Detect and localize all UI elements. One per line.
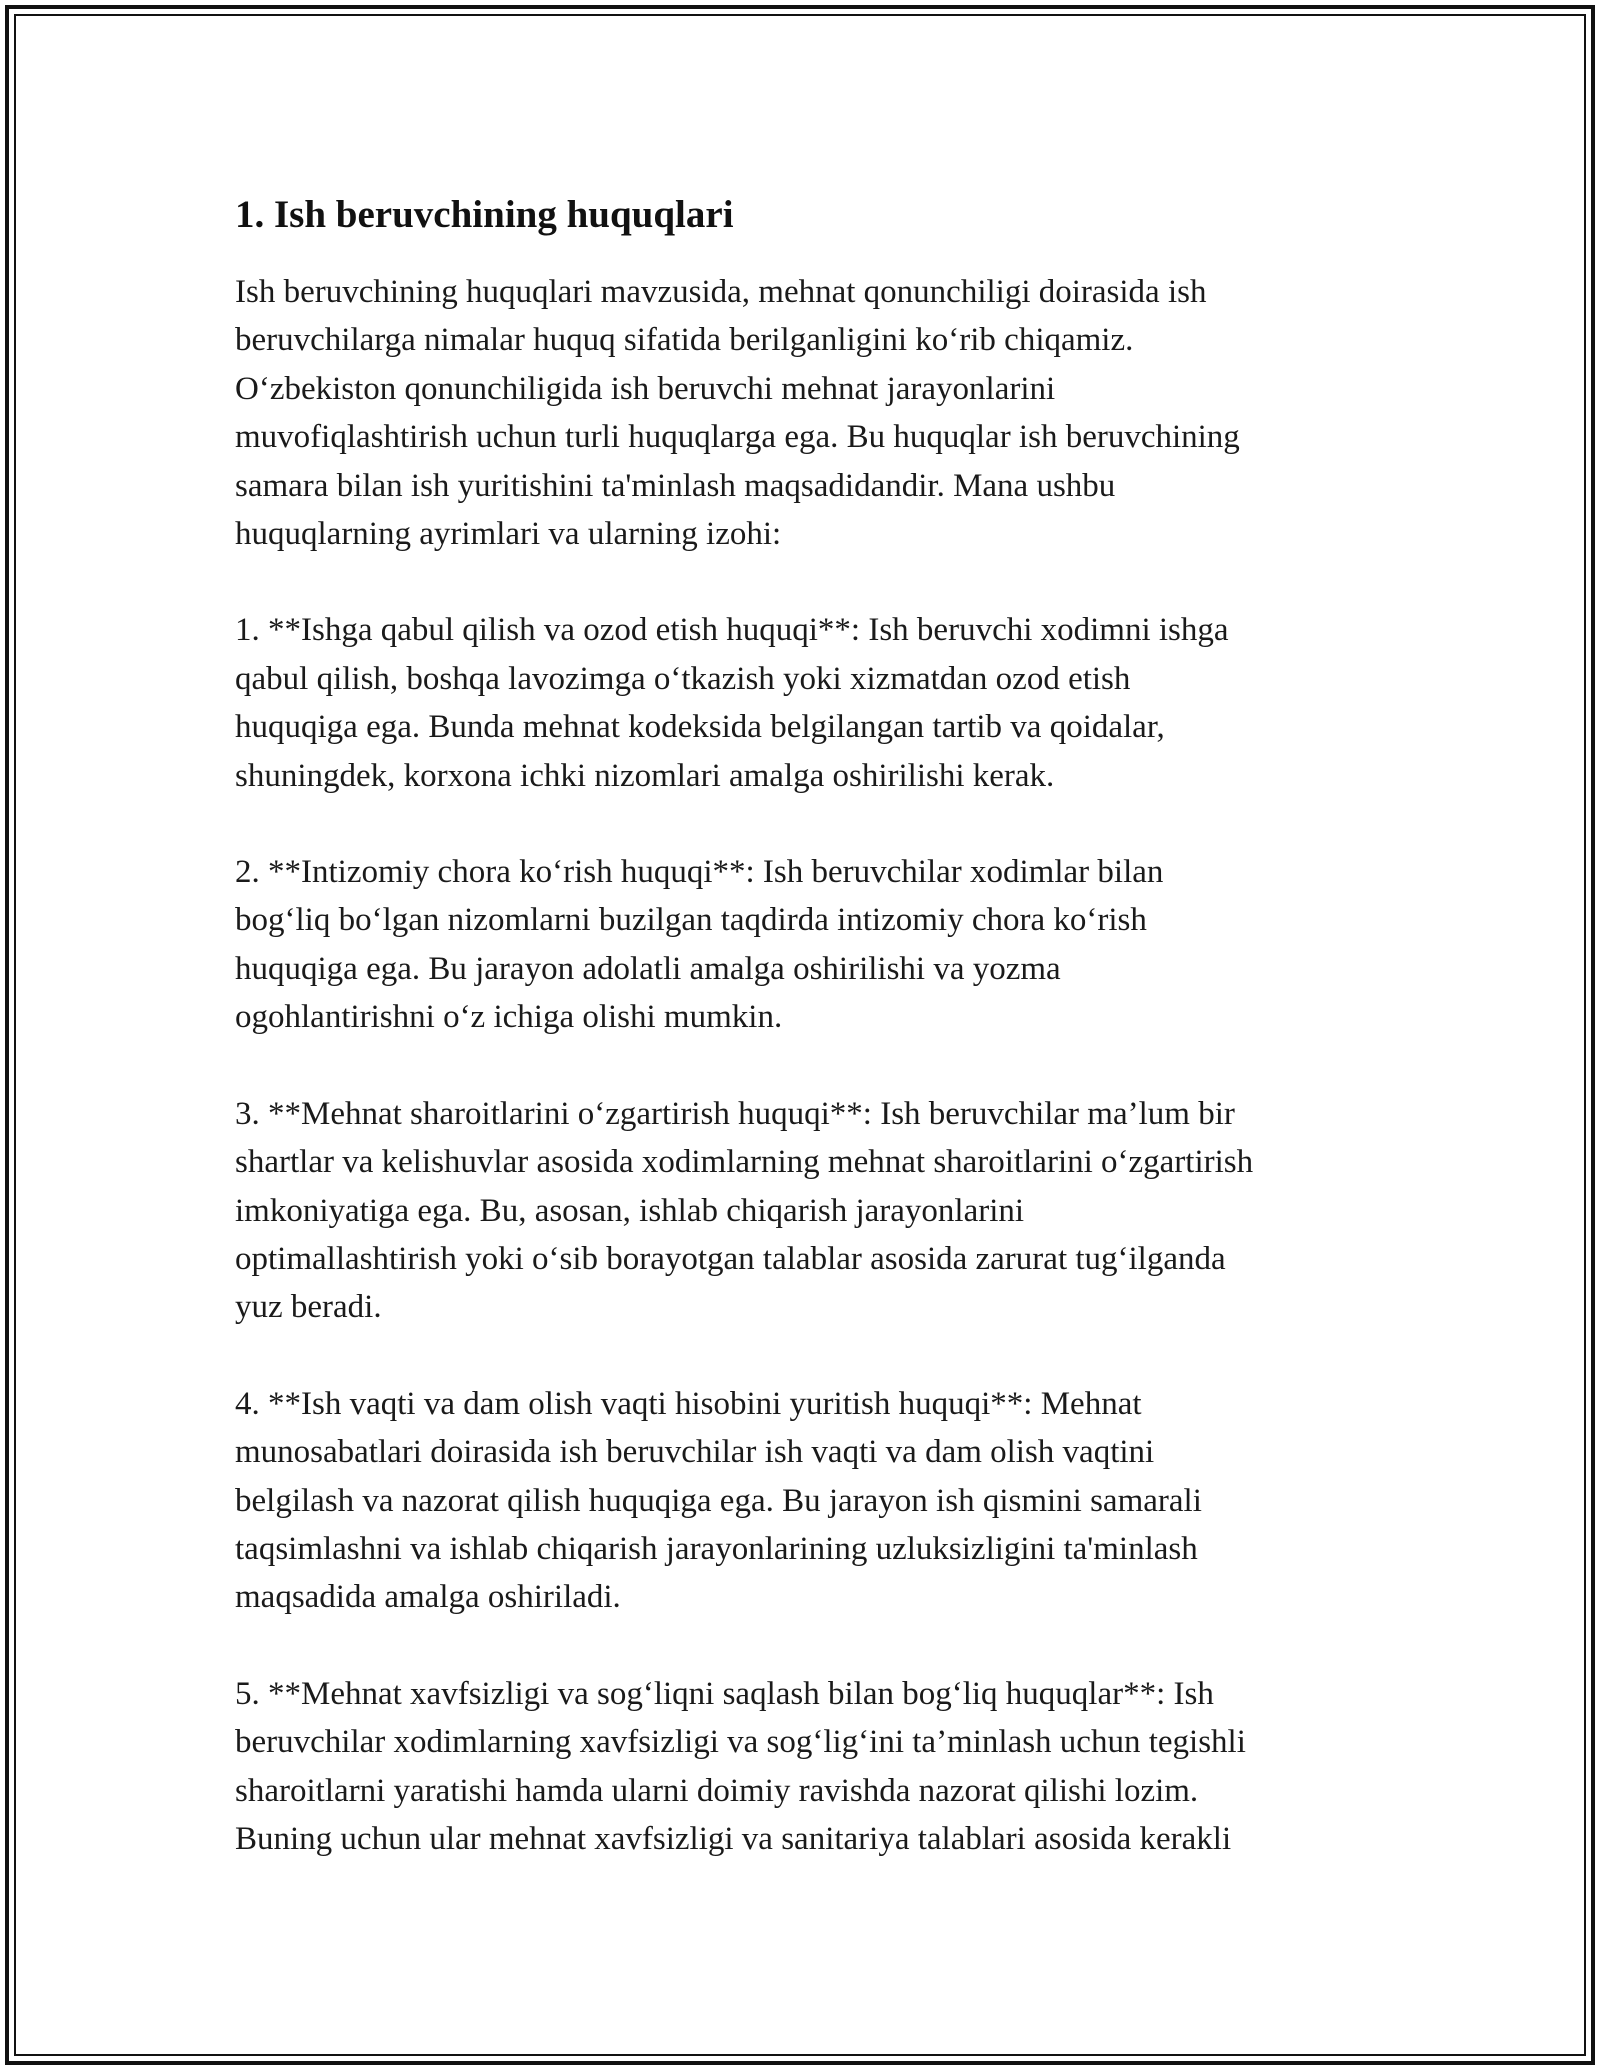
right-conditions-paragraph: 3. **Mehnat sharoitlarini o‘zgartirish huquqi**: Ish beruvchilar ma’lum bir shartlar va kelishuvlar asosida xodimlarning mehnat sharoitlarini o‘zgartirish imkoniyatiga ega. Bu, asosan, ishlab chiqarish jarayonlarini optimallashtirish yoki o‘sib borayotgan talablar asosida zarurat tug‘ilganda yuz beradi. xyxy=(235,1095,1254,1326)
right-worktime-paragraph: 4. **Ish vaqti va dam olish vaqti hisobini yuritish huquqi**: Mehnat munosabatlari doirasida ish beruvchilar ish vaqti va dam olish vaqtini belgilash va nazorat qilish huquqiga ega. Bu jarayon ish qismini samarali taqsimlashni va ishlab chiqarish jarayonlarining uzluksizligini ta'minlash maqsadida amalga oshiriladi. xyxy=(235,1385,1202,1616)
intro-paragraph: Ish beruvchining huquqlari mavzusida, mehnat qonunchiligi doirasida ish beruvchilarga nimalar huquq sifatida berilganligini ko‘rib chiqamiz. O‘zbekiston qonunchiligida ish beruvchi mehnat jarayonlarini muvofiqlashtirish uchun turli huquqlarga ega. Bu huquqlar ish beruvchining samara bilan ish yuritishini ta'minlash maqsadidandir. Mana ushbu huquqlarning ayrimlari va ularning izohi: xyxy=(235,274,1240,553)
section-heading: 1. Ish beruvchining huquqlari xyxy=(235,193,734,236)
right-safety-paragraph: 5. **Mehnat xavfsizligi va sog‘liqni saqlash bilan bog‘liq huquqlar**: Ish beruvchilar xodimlarning xavfsizligi va sog‘lig‘ini ta’minlash uchun tegishli sharoitlarni yaratishi hamda ularni doimiy ravishda nazorat qilishi lozim. Buning uchun ular mehnat xavfsizligi va sanitariya talablari asosida kerakli xyxy=(235,1675,1246,1857)
document-body xyxy=(235,188,1375,1911)
right-discipline-paragraph: 2. **Intizomiy chora ko‘rish huquqi**: Ish beruvchilar xodimlar bilan bog‘liq bo‘lgan nizomlarni buzilgan taqdirda intizomiy chora ko‘rish huquqiga ega. Bu jarayon adolatli amalga oshirilishi va yozma ogohlantirishni o‘z ichiga olishi mumkin. xyxy=(235,854,1164,1036)
right-hiring-paragraph: 1. **Ishga qabul qilish va ozod etish huquqi**: Ish beruvchi xodimni ishga qabul qilish, boshqa lavozimga o‘tkazish yoki xizmatdan ozod etish huquqiga ega. Bunda mehnat kodeksida belgilangan tartib va qoidalar, shuningdek, korxona ichki nizomlari amalga oshirilishi kerak. xyxy=(235,612,1229,794)
